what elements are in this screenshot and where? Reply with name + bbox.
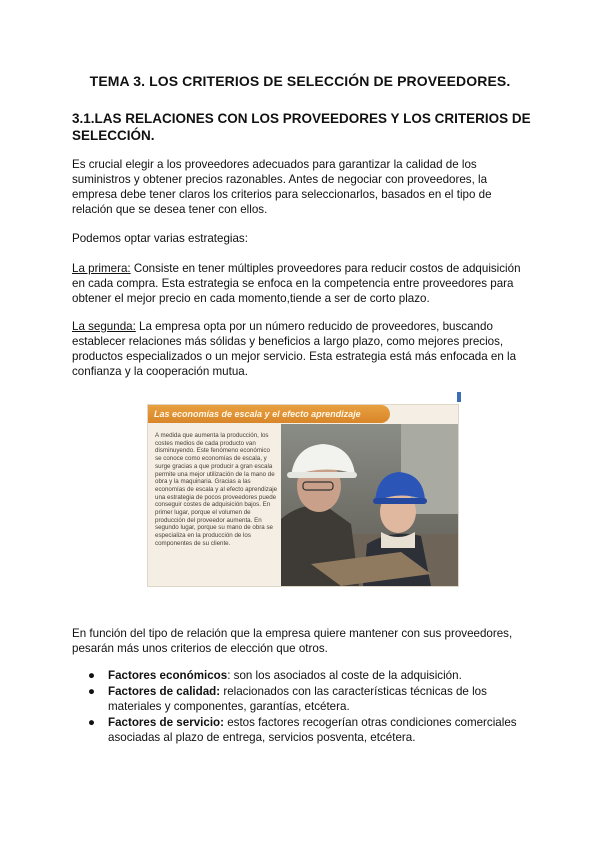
first-strategy-paragraph — [72, 261, 534, 306]
page-title: TEMA 3. LOS CRITERIOS DE SELECCIÓN DE PROVEEDORES. — [89, 73, 511, 89]
bullet-icon: ● — [88, 716, 96, 729]
criteria-intro: En función del tipo de relación que la empresa quiere mantener con sus proveedores, pesarán más unos criterios de elección que otros. — [72, 627, 513, 655]
criteria-text: : son los asociados al coste de la adquisición. — [227, 669, 462, 682]
criteria-label: Factores de calidad: — [108, 685, 221, 698]
intro-paragraph: Es crucial elegir a los proveedores adecuados para garantizar la calidad de los suministros y obtener precios razonables. Antes de negociar con proveedores, la empresa debe tener claros los criterios para seleccionarlos, basados en el tipo de relación que se desea tener con ellos. — [72, 158, 492, 216]
second-strategy-text: La empresa opta por un número reducido de proveedores, buscando establecer relaciones más sólidas y beneficios a largo plazo, como mejores precios, productos especializados o un mejor servicio. Esta estrategia está más enfocada en la confianza y la cooperación mutua. — [72, 320, 517, 378]
second-strategy-paragraph — [72, 319, 534, 379]
criteria-list — [88, 668, 538, 746]
strategies-intro: Podemos optar varias estrategias: — [72, 232, 248, 245]
list-item — [88, 715, 538, 745]
first-strategy-label: La primera: — [72, 262, 131, 275]
first-strategy-text: Consiste en tener múltiples proveedores para reducir costos de adquisición en cada compra. Esta estrategia se enfoca en la competencia entre proveedores para obtener el mejor precio en cada momento,tiende a ser de corto plazo. — [72, 262, 521, 305]
workers-photo — [281, 424, 458, 586]
section-title: 3.1.LAS RELACIONES CON LOS PROVEEDORES Y LOS CRITERIOS DE SELECCIÓN. — [72, 111, 531, 143]
list-item — [88, 684, 538, 714]
figure-text: A medida que aumenta la producción, los costes medios de cada producto van disminuyendo. Este fenómeno económico se conoce como economías de escala, y surge gracias a que producir a gran escala permite una mejor utilización de la mano de obra y la maquinaria. Gracias a las economías de escala y al efecto aprendizaje una estrategia de pocos proveedores puede conseguir costes de adquisición bajos. En primer lugar, porque el volumen de producción del proveedor aumenta. En segundo lugar, porque su mano de obra se especializa en la producción de los componentes de su cliente. — [155, 432, 278, 547]
textbook-figure — [147, 404, 459, 587]
second-strategy-label: La segunda: — [72, 320, 136, 333]
figure-header: Las economías de escala y el efecto aprendizaje — [148, 405, 390, 423]
figure-corner-mark — [457, 392, 461, 402]
criteria-label: Factores de servicio: — [108, 716, 224, 729]
bullet-icon: ● — [88, 685, 96, 698]
criteria-text: estos factores recogerían otras condiciones comerciales asociadas al plazo de entrega, servicios posventa, etcétera. — [108, 716, 517, 744]
bullet-icon: ● — [88, 669, 96, 682]
criteria-label: Factores económicos — [108, 669, 228, 682]
list-item — [88, 668, 538, 683]
criteria-text: relacionados con las características técnicas de los materiales y componentes, garantías, etcétera. — [108, 685, 487, 713]
